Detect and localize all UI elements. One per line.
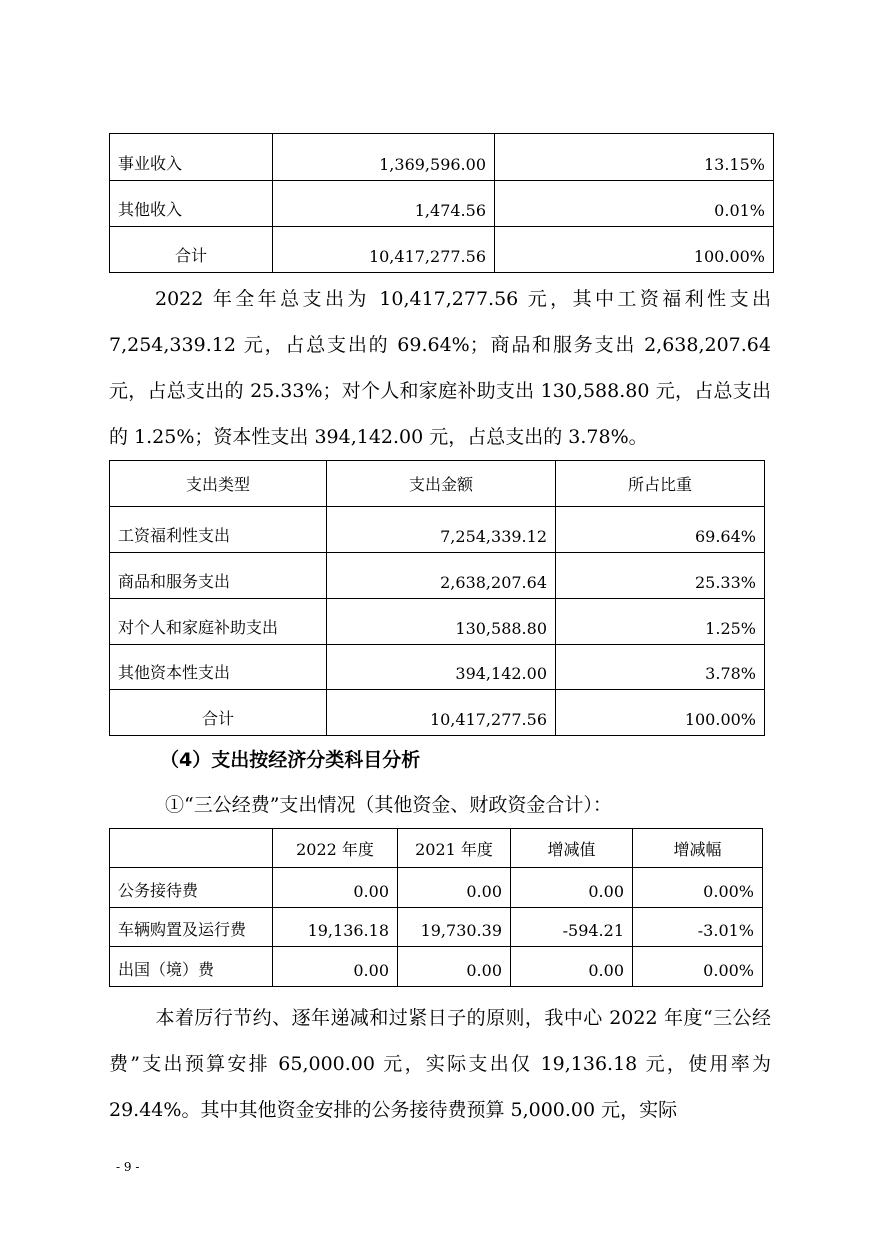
expense-table bbox=[109, 460, 765, 736]
table-row bbox=[110, 134, 774, 181]
row-amount: 2,638,207.64 bbox=[327, 553, 556, 599]
header-amount: 支出金额 bbox=[327, 461, 556, 507]
three-public-expenses-text: 本着厉行节约、逐年递减和过紧日子的原则，我中心 2022 年度“三公经费”支出预算安排 65,000.00 元，实际支出仅 19,136.18 元，使用率为 29.44%。其中其他资金安排的公务接待费预算 5,000.00 元，实际 bbox=[109, 1007, 771, 1121]
three-public-expenses-table bbox=[109, 828, 763, 987]
header-2021: 2021 年度 bbox=[398, 829, 511, 868]
row-rate: -3.01% bbox=[633, 908, 763, 947]
row-amount: 1,474.56 bbox=[273, 181, 495, 227]
row-2021: 19,730.39 bbox=[398, 908, 511, 947]
row-amount: 10,417,277.56 bbox=[327, 690, 556, 736]
row-ratio: 69.64% bbox=[556, 507, 765, 553]
section-heading: （4）支出按经济分类科目分析 bbox=[160, 749, 421, 771]
header-rate: 增减幅 bbox=[633, 829, 763, 868]
header-type: 支出类型 bbox=[110, 461, 327, 507]
expense-summary-paragraph bbox=[109, 276, 771, 460]
row-rate: 0.00% bbox=[633, 947, 763, 987]
row-label: 其他收入 bbox=[110, 181, 273, 227]
row-amount: 7,254,339.12 bbox=[327, 507, 556, 553]
row-label: 合计 bbox=[110, 227, 273, 273]
table-row bbox=[110, 599, 765, 645]
row-amount: 394,142.00 bbox=[327, 645, 556, 690]
row-amount: 1,369,596.00 bbox=[273, 134, 495, 181]
header-blank bbox=[110, 829, 273, 868]
row-amount: 130,588.80 bbox=[327, 599, 556, 645]
row-2021: 0.00 bbox=[398, 868, 511, 908]
three-public-expenses-paragraph bbox=[109, 995, 771, 1133]
table-header-row bbox=[110, 829, 763, 868]
table-row bbox=[110, 690, 765, 736]
row-2022: 0.00 bbox=[273, 868, 398, 908]
row-ratio: 1.25% bbox=[556, 599, 765, 645]
row-ratio: 0.01% bbox=[495, 181, 774, 227]
table-row bbox=[110, 227, 774, 273]
row-rate: 0.00% bbox=[633, 868, 763, 908]
row-ratio: 13.15% bbox=[495, 134, 774, 181]
row-label: 对个人和家庭补助支出 bbox=[110, 599, 327, 645]
row-ratio: 25.33% bbox=[556, 553, 765, 599]
row-label: 车辆购置及运行费 bbox=[110, 908, 273, 947]
income-table bbox=[109, 133, 774, 273]
row-ratio: 3.78% bbox=[556, 645, 765, 690]
row-label: 其他资本性支出 bbox=[110, 645, 327, 690]
subsection-heading: ①“三公经费”支出情况（其他资金、财政资金合计）： bbox=[165, 794, 612, 816]
header-2022: 2022 年度 bbox=[273, 829, 398, 868]
row-label: 商品和服务支出 bbox=[110, 553, 327, 599]
row-amount: 10,417,277.56 bbox=[273, 227, 495, 273]
table-row bbox=[110, 553, 765, 599]
table-row bbox=[110, 507, 765, 553]
row-diff: 0.00 bbox=[511, 868, 633, 908]
table-row bbox=[110, 947, 763, 987]
row-ratio: 100.00% bbox=[495, 227, 774, 273]
row-2022: 0.00 bbox=[273, 947, 398, 987]
page-number: - 9 - bbox=[116, 1160, 140, 1174]
row-label: 公务接待费 bbox=[110, 868, 273, 908]
row-2022: 19,136.18 bbox=[273, 908, 398, 947]
row-2021: 0.00 bbox=[398, 947, 511, 987]
table-row bbox=[110, 181, 774, 227]
table-row bbox=[110, 645, 765, 690]
row-label: 事业收入 bbox=[110, 134, 273, 181]
table-header-row bbox=[110, 461, 765, 507]
table-row bbox=[110, 908, 763, 947]
row-ratio: 100.00% bbox=[556, 690, 765, 736]
row-label: 出国（境）费 bbox=[110, 947, 273, 987]
table-row bbox=[110, 868, 763, 908]
row-diff: 0.00 bbox=[511, 947, 633, 987]
header-diff: 增减值 bbox=[511, 829, 633, 868]
row-label: 合计 bbox=[110, 690, 327, 736]
expense-summary-text: 2022 年全年总支出为 10,417,277.56 元，其中工资福利性支出 7,254,339.12 元，占总支出的 69.64%；商品和服务支出 2,638,207.64 元，占总支出的 25.33%；对个人和家庭补助支出 130,588.80 元，占总支出的 1.25%；资本性支出 394,142.00 元，占总支出的 3.78%。 bbox=[109, 288, 771, 448]
row-label: 工资福利性支出 bbox=[110, 507, 327, 553]
row-diff: -594.21 bbox=[511, 908, 633, 947]
header-ratio: 所占比重 bbox=[556, 461, 765, 507]
